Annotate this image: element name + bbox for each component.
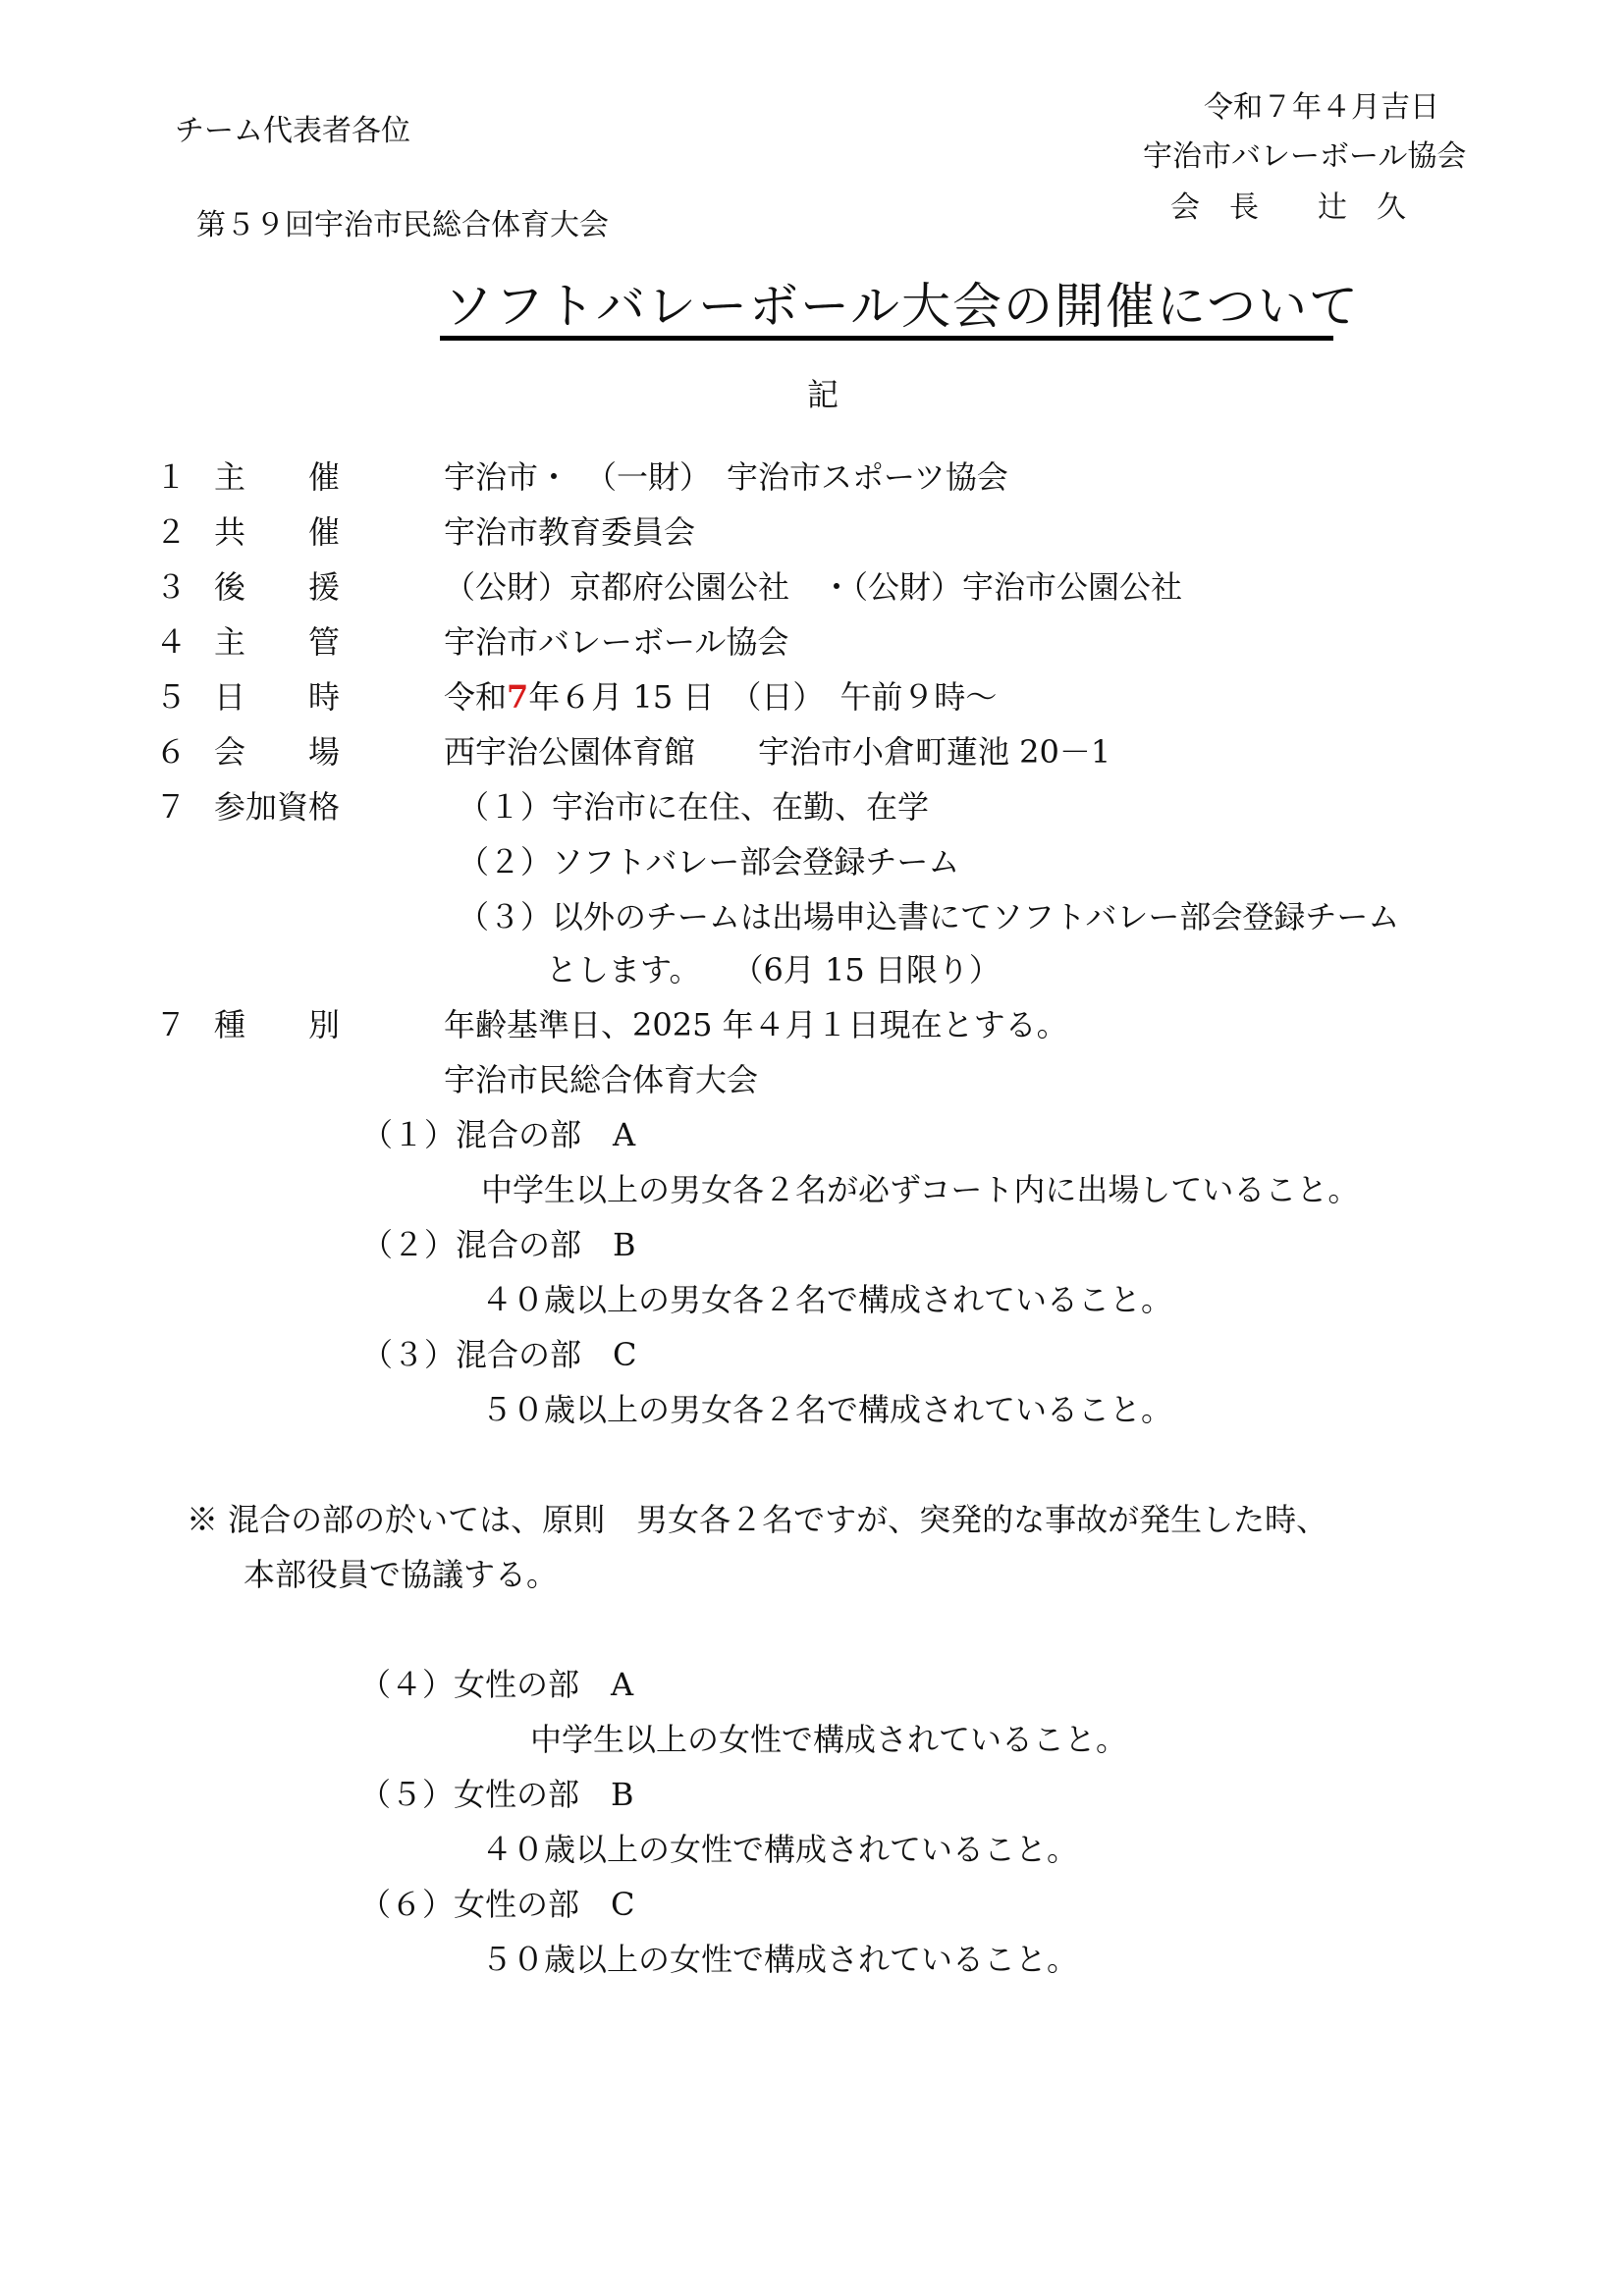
item-label: 後 援 [214, 568, 341, 606]
eligibility-line: （２）ソフトバレー部会登録チーム [458, 843, 960, 881]
addressee: チーム代表者各位 [175, 114, 410, 148]
division-heading: （１）混合の部 A [361, 1116, 636, 1153]
division-description: 中学生以上の男女各２名が必ずコート内に出場していること。 [481, 1171, 1360, 1208]
category-number: ７ [155, 1006, 188, 1043]
item-number: ４ [155, 623, 188, 661]
division-description: ５０歳以上の男女各２名で構成されていること。 [481, 1391, 1173, 1428]
reiwa-year-highlight: 7 [507, 678, 529, 716]
item-number: ６ [155, 733, 188, 771]
title-underline [440, 336, 1333, 341]
eligibility-line: とします。 （6月 15 日限り） [546, 951, 1001, 988]
division-heading: （５）女性の部 B [359, 1776, 634, 1813]
eligibility-line: （３）以外のチームは出場申込書にてソフトバレー部会登録チーム [458, 898, 1400, 935]
item-number: ３ [155, 568, 188, 606]
item-value: （公財）京都府公園公社 ・（公財）宇治市公園公社 [444, 568, 1183, 606]
item-value: 西宇治公園体育館 宇治市小倉町蓮池 20－1 [444, 733, 1111, 771]
division-heading: （２）混合の部 B [361, 1226, 636, 1263]
item-number: ５ [155, 678, 188, 716]
item-label: 共 催 [214, 513, 341, 551]
age-reference-line: 年齢基準日、2025 年４月１日現在とする。 [444, 1006, 1068, 1043]
item-label: 会 場 [214, 733, 341, 771]
date-prefix: 令和 [444, 678, 508, 716]
item-label: 主 催 [214, 458, 341, 496]
item-number: ７ [155, 788, 188, 826]
organization-name: 宇治市バレーボール協会 [1143, 139, 1467, 174]
category-label: 種 別 [214, 1006, 341, 1043]
ki-label: 記 [807, 376, 839, 413]
item-label: 主 管 [214, 623, 341, 661]
issue-date: 令和７年４月吉日 [1204, 90, 1439, 125]
item-value [444, 675, 997, 719]
division-description: ４０歳以上の男女各２名で構成されていること。 [481, 1281, 1173, 1318]
division-description: ４０歳以上の女性で構成されていること。 [481, 1831, 1079, 1868]
tournament-name-line: 宇治市民総合体育大会 [444, 1061, 759, 1098]
item-value: （１）宇治市に在住、在勤、在学 [458, 788, 930, 826]
signer-name: 会 長 辻 久 [1170, 190, 1406, 225]
division-description: ５０歳以上の女性で構成されていること。 [481, 1941, 1079, 1978]
division-heading: （４）女性の部 A [359, 1666, 634, 1703]
event-name: 第５９回宇治市民総合体育大会 [196, 208, 609, 242]
division-description: 中学生以上の女性で構成されていること。 [530, 1721, 1128, 1758]
item-number: １ [155, 458, 188, 496]
item-number: ２ [155, 513, 188, 551]
item-label: 日 時 [214, 678, 341, 716]
item-value: 宇治市・ （一財） 宇治市スポーツ協会 [444, 458, 1008, 496]
item-value: 宇治市バレーボール協会 [444, 623, 789, 661]
item-value: 宇治市教育委員会 [444, 513, 696, 551]
division-heading: （６）女性の部 C [359, 1886, 635, 1923]
date-suffix: 年６月 15 日 （日） 午前９時～ [528, 678, 998, 716]
mixed-note-line2: 本部役員で協議する。 [244, 1556, 559, 1593]
mixed-note-line1: ※ 混合の部の於いては、原則 男女各２名ですが、突発的な事故が発生した時、 [187, 1501, 1328, 1538]
division-heading: （３）混合の部 C [361, 1336, 637, 1373]
item-label: 参加資格 [214, 788, 341, 826]
page-title: ソフトバレーボール大会の開催について [444, 278, 1360, 335]
